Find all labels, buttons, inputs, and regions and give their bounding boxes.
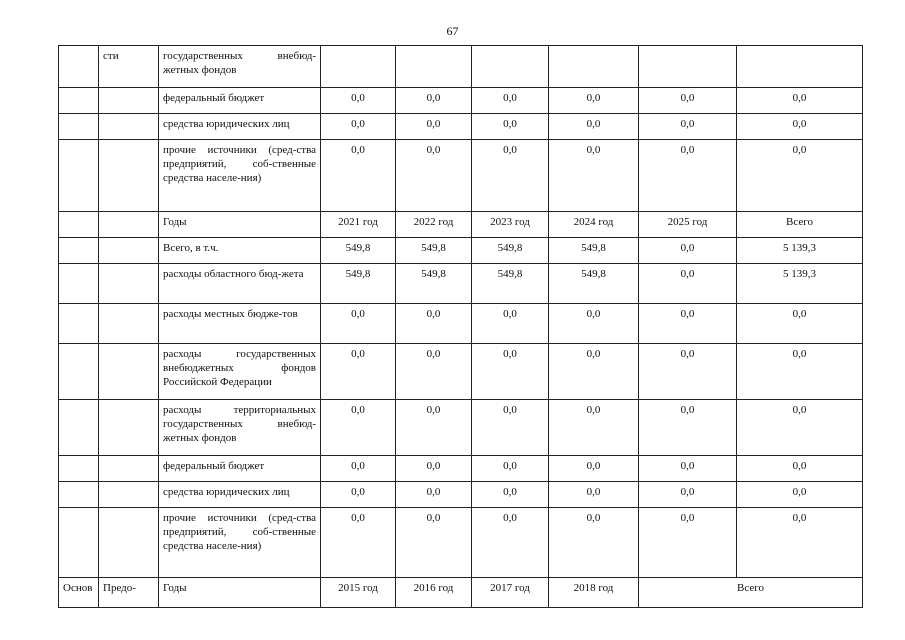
funding-source-label: государственных внебюд-жетных фондов bbox=[159, 46, 321, 88]
amount-cell: 549,8 bbox=[321, 238, 396, 264]
amount-cell: 0,0 bbox=[321, 88, 396, 114]
amount-cell: 0,0 bbox=[396, 456, 472, 482]
funding-source-label: расходы областного бюд-жета bbox=[159, 264, 321, 304]
amount-cell: 0,0 bbox=[472, 140, 549, 212]
activity-name-cell bbox=[99, 304, 159, 344]
amount-cell: 0,0 bbox=[639, 140, 737, 212]
amount-cell: 0,0 bbox=[737, 304, 863, 344]
activity-code-cell: Основ bbox=[59, 578, 99, 608]
table-row bbox=[59, 482, 863, 508]
amount-cell: 0,0 bbox=[639, 264, 737, 304]
funding-source-label: прочие источники (сред-ства предприятий, соб-ственные средства населе-ния) bbox=[159, 508, 321, 578]
funding-source-label: Всего, в т.ч. bbox=[159, 238, 321, 264]
amount-cell: 2022 год bbox=[396, 212, 472, 238]
activity-code-cell bbox=[59, 508, 99, 578]
amount-cell: 0,0 bbox=[639, 456, 737, 482]
page-number: 67 bbox=[446, 24, 459, 38]
table-row bbox=[59, 400, 863, 456]
amount-cell: 0,0 bbox=[396, 482, 472, 508]
activity-name-cell bbox=[99, 482, 159, 508]
funding-source-label: расходы местных бюдже-тов bbox=[159, 304, 321, 344]
table-row bbox=[59, 264, 863, 304]
activity-name-cell bbox=[99, 264, 159, 304]
funding-source-label: расходы территориальных государственных внебюд-жетных фондов bbox=[159, 400, 321, 456]
amount-cell: 0,0 bbox=[549, 114, 639, 140]
amount-cell: 0,0 bbox=[549, 482, 639, 508]
amount-cell: 0,0 bbox=[321, 304, 396, 344]
funding-source-label: средства юридических лиц bbox=[159, 482, 321, 508]
activity-name-cell bbox=[99, 140, 159, 212]
activity-name-cell: Предо- bbox=[99, 578, 159, 608]
activity-name-cell bbox=[99, 114, 159, 140]
amount-cell: 549,8 bbox=[549, 238, 639, 264]
amount-cell: 0,0 bbox=[639, 508, 737, 578]
amount-cell: 0,0 bbox=[472, 400, 549, 456]
amount-cell: 0,0 bbox=[472, 88, 549, 114]
activity-name-cell bbox=[99, 400, 159, 456]
table-row bbox=[59, 344, 863, 400]
amount-cell: 0,0 bbox=[737, 140, 863, 212]
activity-code-cell bbox=[59, 400, 99, 456]
activity-code-cell bbox=[59, 46, 99, 88]
amount-cell: 2021 год bbox=[321, 212, 396, 238]
activity-code-cell bbox=[59, 264, 99, 304]
amount-cell: 0,0 bbox=[737, 400, 863, 456]
year-header-cell: 2017 год bbox=[472, 578, 549, 608]
amount-cell: 0,0 bbox=[549, 140, 639, 212]
amount-cell: 0,0 bbox=[472, 508, 549, 578]
amount-cell: 549,8 bbox=[396, 238, 472, 264]
amount-cell: 0,0 bbox=[321, 508, 396, 578]
amount-cell: 0,0 bbox=[321, 344, 396, 400]
budget-table bbox=[58, 45, 863, 608]
activity-name-cell bbox=[99, 344, 159, 400]
amount-cell: 0,0 bbox=[396, 344, 472, 400]
funding-source-label: расходы государственных внебюджетных фондов Российской Федерации bbox=[159, 344, 321, 400]
activity-name-cell bbox=[99, 456, 159, 482]
amount-cell bbox=[396, 46, 472, 88]
amount-cell: 0,0 bbox=[639, 400, 737, 456]
amount-cell: 0,0 bbox=[321, 140, 396, 212]
amount-cell: 549,8 bbox=[396, 264, 472, 304]
activity-name-cell: сти bbox=[99, 46, 159, 88]
amount-cell bbox=[549, 46, 639, 88]
amount-cell: 0,0 bbox=[737, 508, 863, 578]
table-row bbox=[59, 508, 863, 578]
activity-code-cell bbox=[59, 456, 99, 482]
amount-cell: 0,0 bbox=[396, 508, 472, 578]
amount-cell: 0,0 bbox=[472, 114, 549, 140]
funding-source-label: федеральный бюджет bbox=[159, 456, 321, 482]
amount-cell: 0,0 bbox=[549, 456, 639, 482]
funding-source-label: прочие источники (сред-ства предприятий, соб-ственные средства населе-ния) bbox=[159, 140, 321, 212]
amount-cell: 0,0 bbox=[639, 482, 737, 508]
funding-source-label: Годы bbox=[159, 212, 321, 238]
amount-cell: 0,0 bbox=[639, 344, 737, 400]
amount-cell: Всего bbox=[737, 212, 863, 238]
amount-cell: 2024 год bbox=[549, 212, 639, 238]
table-row bbox=[59, 304, 863, 344]
funding-source-label: федеральный бюджет bbox=[159, 88, 321, 114]
year-header-cell: 2018 год bbox=[549, 578, 639, 608]
amount-cell: 2025 год bbox=[639, 212, 737, 238]
amount-cell bbox=[321, 46, 396, 88]
amount-cell: 549,8 bbox=[321, 264, 396, 304]
activity-code-cell bbox=[59, 140, 99, 212]
table-row bbox=[59, 456, 863, 482]
amount-cell: 549,8 bbox=[549, 264, 639, 304]
amount-cell: 0,0 bbox=[737, 344, 863, 400]
amount-cell: 0,0 bbox=[639, 88, 737, 114]
activity-code-cell bbox=[59, 344, 99, 400]
activity-code-cell bbox=[59, 304, 99, 344]
amount-cell: 0,0 bbox=[549, 344, 639, 400]
activity-code-cell bbox=[59, 212, 99, 238]
amount-cell bbox=[639, 46, 737, 88]
activity-code-cell bbox=[59, 482, 99, 508]
amount-cell: 0,0 bbox=[396, 114, 472, 140]
table-row bbox=[59, 140, 863, 212]
activity-name-cell bbox=[99, 238, 159, 264]
amount-cell: 549,8 bbox=[472, 264, 549, 304]
amount-cell: 2023 год bbox=[472, 212, 549, 238]
amount-cell: 0,0 bbox=[472, 482, 549, 508]
amount-cell: 0,0 bbox=[321, 114, 396, 140]
table-row bbox=[59, 46, 863, 88]
amount-cell: 0,0 bbox=[396, 400, 472, 456]
total-header-cell: Всего bbox=[639, 578, 863, 608]
amount-cell: 0,0 bbox=[549, 400, 639, 456]
activity-code-cell bbox=[59, 114, 99, 140]
activity-code-cell bbox=[59, 88, 99, 114]
amount-cell: 0,0 bbox=[321, 456, 396, 482]
amount-cell: 0,0 bbox=[549, 304, 639, 344]
activity-name-cell bbox=[99, 508, 159, 578]
amount-cell: 0,0 bbox=[737, 114, 863, 140]
amount-cell: 0,0 bbox=[472, 304, 549, 344]
amount-cell bbox=[737, 46, 863, 88]
activity-name-cell bbox=[99, 88, 159, 114]
amount-cell: 0,0 bbox=[549, 508, 639, 578]
amount-cell: 0,0 bbox=[472, 456, 549, 482]
amount-cell: 0,0 bbox=[737, 88, 863, 114]
amount-cell: 0,0 bbox=[396, 304, 472, 344]
amount-cell bbox=[472, 46, 549, 88]
amount-cell: 0,0 bbox=[472, 344, 549, 400]
year-header-cell: 2015 год bbox=[321, 578, 396, 608]
table-row bbox=[59, 114, 863, 140]
amount-cell: 0,0 bbox=[737, 456, 863, 482]
activity-code-cell bbox=[59, 238, 99, 264]
table-row bbox=[59, 88, 863, 114]
table-row bbox=[59, 238, 863, 264]
amount-cell: 5 139,3 bbox=[737, 238, 863, 264]
table-row bbox=[59, 212, 863, 238]
table-row bbox=[59, 578, 863, 608]
amount-cell: 0,0 bbox=[737, 482, 863, 508]
amount-cell: 0,0 bbox=[396, 140, 472, 212]
amount-cell: 0,0 bbox=[321, 482, 396, 508]
amount-cell: 0,0 bbox=[396, 88, 472, 114]
activity-name-cell bbox=[99, 212, 159, 238]
amount-cell: 0,0 bbox=[549, 88, 639, 114]
funding-source-label: Годы bbox=[159, 578, 321, 608]
amount-cell: 549,8 bbox=[472, 238, 549, 264]
amount-cell: 5 139,3 bbox=[737, 264, 863, 304]
funding-source-label: средства юридических лиц bbox=[159, 114, 321, 140]
amount-cell: 0,0 bbox=[639, 238, 737, 264]
amount-cell: 0,0 bbox=[639, 114, 737, 140]
amount-cell: 0,0 bbox=[639, 304, 737, 344]
year-header-cell: 2016 год bbox=[396, 578, 472, 608]
amount-cell: 0,0 bbox=[321, 400, 396, 456]
